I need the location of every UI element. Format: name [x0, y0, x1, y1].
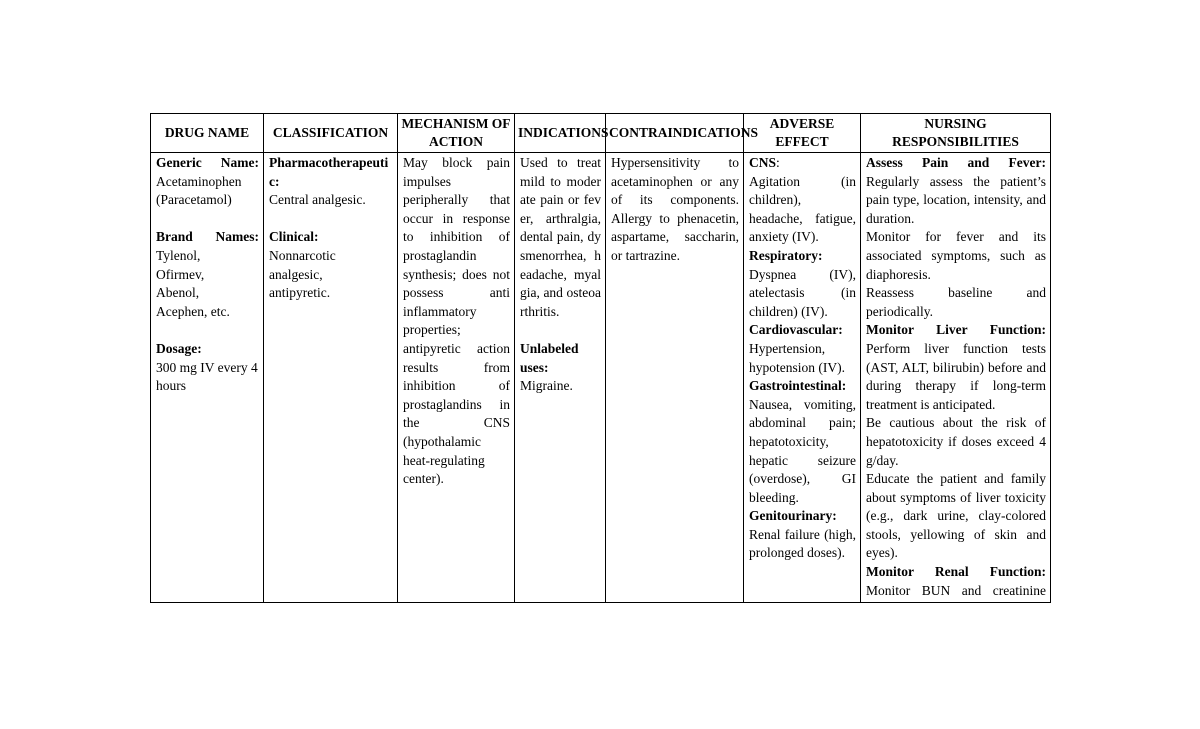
brand-names-value: Tylenol, Ofirmev, Abenol, Acephen, etc. [156, 247, 230, 319]
monitor-liver-text-3: Educate the patient and family about symptoms of liver toxicity (e.g., dark urine, clay-colored stools, yellowing of skin and eyes). [866, 471, 1046, 561]
cell-contraindications [606, 153, 744, 603]
cell-nursing-responsibilities [861, 153, 1051, 603]
brand-names-label: Brand Names: [156, 229, 259, 245]
unlabeled-uses-label: Unlabeled uses: [520, 340, 579, 375]
pharmacotherapeutic-value: Central analgesic. [269, 192, 366, 208]
assess-pain-text-2: Monitor for fever and its associated symptoms, such as diaphoresis. [866, 229, 1046, 282]
assess-pain-text-1: Regularly assess the patient’s pain type, location, intensity, and duration. [866, 173, 1046, 226]
header-nursing-responsibilities: NURSING RESPONSIBILITIES [861, 114, 1051, 153]
clinical-value: Nonnarcotic analgesic, antipyretic. [269, 247, 336, 301]
gastrointestinal-label: Gastrointestinal: [749, 378, 847, 394]
genitourinary-value: Renal failure (high, prolonged doses). [749, 526, 856, 561]
drug-study-table [150, 113, 1051, 603]
dosage-label: Dosage: [156, 340, 202, 356]
monitor-liver-text-2: Be cautious about the risk of hepatotoxicity if doses exceed 4 g/day. [866, 415, 1046, 468]
contraindications-text: Hypersensitivity to acetaminophen or any of its components. Allergy to phenacetin, aspartame, saccharin, or tartrazine. [611, 155, 739, 263]
cell-mechanism [398, 153, 515, 603]
pharmacotherapeutic-label: Pharmacotherapeutic: [269, 155, 389, 189]
header-mechanism: MECHANISM OF ACTION [398, 114, 515, 153]
cell-classification [264, 153, 398, 603]
cardiovascular-label: Cardiovascular: [749, 322, 843, 338]
cell-adverse-effect: CNS: Agitation (in children), headache, fatigue, anxiety (IV). Respiratory: Dyspnea (IV), atelectasis (in children) (IV). Cardiovascular: Hypertension, hypotension (IV). Gastrointestinal: Nausea, vomiting, abdominal pain; hepatotoxicity, hepatic seizure (overdose), GI bleeding. Genitourinary: Renal failure (high, prolonged doses). [744, 153, 861, 603]
header-classification: CLASSIFICATION [264, 114, 398, 153]
header-drug-name: DRUG NAME [151, 114, 264, 153]
generic-name-label: Generic Name: [156, 155, 259, 170]
header-adverse-effect: ADVERSE EFFECT [744, 114, 861, 153]
assess-pain-text-3: Reassess baseline and periodically. [866, 285, 1046, 319]
drug-row [151, 153, 1051, 603]
clinical-label: Clinical: [269, 229, 319, 245]
generic-name-value: Acetaminophen (Paracetamol) [156, 173, 242, 208]
header-indications: INDICATIONS [515, 114, 606, 153]
gastrointestinal-value: Nausea, vomiting, abdominal pain; hepatotoxicity, hepatic seizure (overdose), GI bleeding. [749, 396, 856, 505]
genitourinary-label: Genitourinary: [749, 508, 837, 524]
header-contraindications: CONTRAINDICATIONS [606, 114, 744, 153]
header-row [151, 114, 1051, 153]
monitor-liver-label: Monitor Liver Function: [866, 322, 1046, 338]
mechanism-text: May block pain impulses peripherally that occur in response to inhibition of prostaglandin synthesis; does not possess anti inflammatory properties; antipyretic action results from inhibition of prostaglandins in the CNS (hypothalamic heat-regulating center). [403, 155, 510, 487]
indications-text: Used to treat mild to moderate pain or fever, arthralgia, dental pain, dysmenorrhea, headache, myalgia, and osteoarthritis. [520, 155, 601, 319]
cns-label: CNS [749, 155, 777, 170]
dosage-value: 300 mg IV every 4 hours [156, 359, 258, 394]
cns-value: Agitation (in children), headache, fatigue, anxiety (IV). [749, 173, 856, 245]
respiratory-label: Respiratory: [749, 247, 823, 263]
cardiovascular-value: Hypertension, hypotension (IV). [749, 340, 845, 375]
respiratory-value: Dyspnea (IV), atelectasis (in children) (IV). [749, 266, 856, 319]
monitor-renal-label: Monitor Renal Function: [866, 564, 1046, 580]
assess-pain-label: Assess Pain and Fever: [866, 155, 1046, 170]
monitor-liver-text-1: Perform liver function tests (AST, ALT, bilirubin) before and during therapy if long-term treatment is anticipated. [866, 340, 1046, 412]
unlabeled-uses-value: Migraine. [520, 378, 573, 394]
monitor-renal-text: Monitor BUN and creatinine [866, 582, 1046, 598]
cell-drug-name [151, 153, 264, 603]
cell-indications [515, 153, 606, 603]
